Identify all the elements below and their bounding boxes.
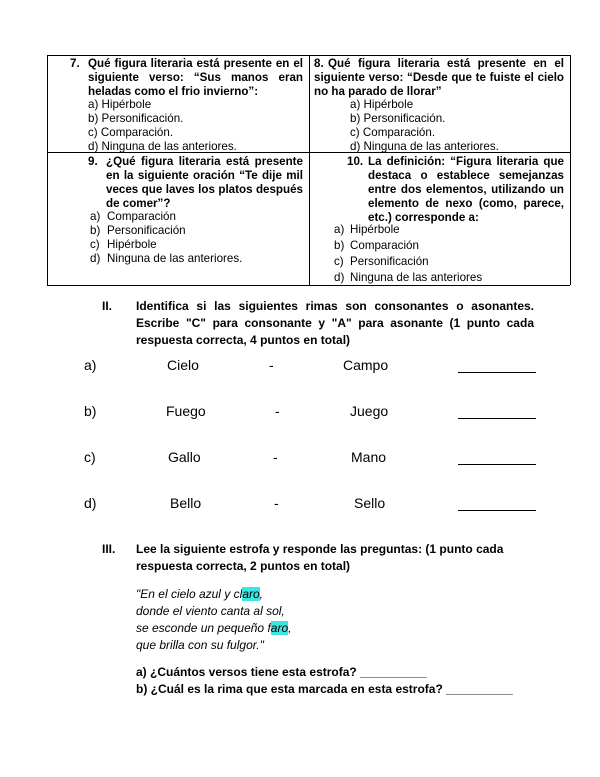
option-letter: d) (334, 271, 345, 284)
answer-blank[interactable] (458, 464, 536, 465)
word-2: Campo (343, 357, 389, 373)
question-text: La definición: “Figura literaria que destaca o establece semejanzas entre dos elementos, utilizando un elemento de nexo (como, parece, etc.) corresponde a: (368, 155, 564, 224)
option-letter: b) (90, 224, 101, 237)
question-text: ¿Qué figura literaria está presente en la siguiente oración “Te dije mil veces que laves los platos después de comer”? (106, 155, 303, 210)
dash: - (275, 403, 280, 419)
question-number: 8. (314, 57, 324, 70)
option-label: Comparación (107, 210, 176, 223)
option-label: Ninguna de las anteriores (350, 271, 483, 284)
option-letter: c) (90, 238, 100, 251)
option-letter: c) (334, 255, 344, 268)
option-label: Ninguna de las anteriores. (107, 252, 243, 265)
section-numeral: III. (102, 542, 116, 556)
option-label: Comparación (350, 239, 419, 252)
option-label: Personificación (350, 255, 429, 268)
word-1: Cielo (167, 357, 199, 373)
answer-blank[interactable] (458, 372, 536, 373)
row-letter: a) (84, 357, 97, 373)
option-label: Hipérbole (350, 223, 400, 236)
option: c) Comparación. (88, 126, 174, 139)
option-letter: b) (334, 239, 345, 252)
question-number: 7. (70, 57, 80, 70)
option-letter: a) (334, 223, 345, 236)
option-letter: d) (90, 252, 101, 265)
poem-line-3: se esconde un pequeño faro, (136, 621, 292, 635)
answer-blank[interactable] (458, 510, 536, 511)
question-number: 10. (347, 155, 364, 168)
poem-line-1: "En el cielo azul y claro, (136, 587, 263, 601)
row-letter: c) (84, 449, 96, 465)
option: b) Personificación. (88, 112, 184, 125)
word-2: Juego (350, 403, 389, 419)
option: b) Personificación. (350, 112, 446, 125)
rhyme-highlight: aro (270, 621, 289, 635)
option-label: Hipérbole (107, 238, 157, 251)
question-text: Qué figura literaria está presente en el siguiente verso: “Desde que te fuiste el cielo no ha parado de llorar” (314, 57, 564, 98)
dash: - (273, 449, 278, 465)
word-1: Fuego (166, 403, 206, 419)
question-text: Qué figura literaria está presente en el siguiente verso: “Sus manos eran heladas como el frio invierno”: (88, 57, 303, 98)
option: d) Ninguna de las anteriores. (350, 140, 499, 153)
answer-blank[interactable] (458, 418, 536, 419)
word-2: Sello (354, 495, 386, 511)
question-b: b) ¿Cuál es la rima que esta marcada en esta estrofa? __________ (136, 682, 513, 696)
question-a: a) ¿Cuántos versos tiene esta estrofa? __________ (136, 665, 427, 679)
row-letter: b) (84, 403, 97, 419)
option-label: Personificación (107, 224, 186, 237)
rhyme-highlight: aro (242, 587, 260, 601)
word-1: Bello (170, 495, 202, 511)
word-2: Mano (351, 449, 387, 465)
dash: - (274, 495, 279, 511)
option-letter: a) (90, 210, 101, 223)
dash: - (269, 357, 274, 373)
word-1: Gallo (168, 449, 201, 465)
poem-line-2: donde el viento canta al sol, (136, 604, 285, 618)
section-instructions: Identifica si las siguientes rimas son consonantes o asonantes. Escribe "C" para consonante y "A" para asonante (1 punto cada respuesta correcta, 4 puntos en total) (136, 299, 534, 347)
poem-line-4: que brilla con su fulgor." (136, 638, 264, 652)
option: c) Comparación. (350, 126, 436, 139)
option: d) Ninguna de las anteriores. (88, 140, 237, 153)
option: a) Hipérbole (350, 98, 414, 111)
section-numeral: II. (102, 299, 113, 313)
question-number: 9. (88, 155, 98, 168)
section-instructions: Lee la siguiente estrofa y responde las preguntas: (1 punto cada respuesta correcta, 2 puntos en total) (136, 542, 504, 573)
option: a) Hipérbole (88, 98, 152, 111)
row-letter: d) (84, 495, 97, 511)
